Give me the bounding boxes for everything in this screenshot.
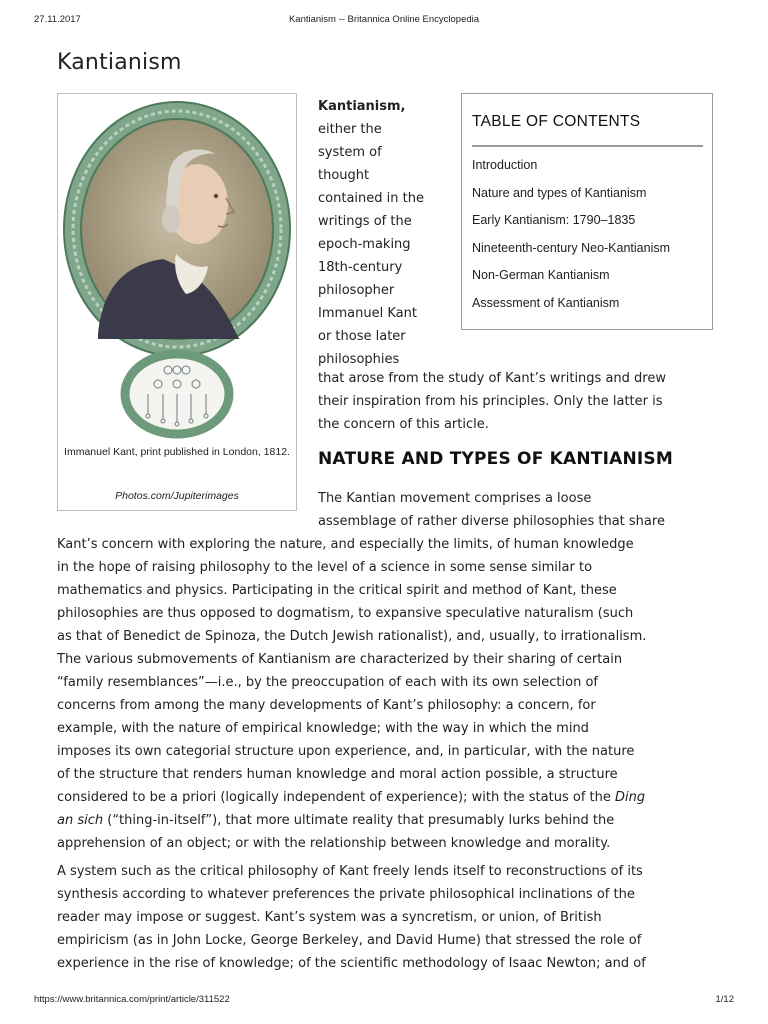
- intro-line: epoch-making: [318, 237, 411, 252]
- article-title: Kantianism: [57, 50, 182, 75]
- intro-line: the concern of this article.: [318, 417, 489, 432]
- italic-term: Ding: [615, 790, 646, 805]
- body-line: Kant’s concern with exploring the nature, and especially the limits, of human knowledge: [57, 537, 634, 552]
- body-line: mathematics and physics. Participating in the critical spirit and method of Kant, these: [57, 583, 617, 598]
- intro-line: philosophies: [318, 352, 400, 367]
- body-line: assemblage of rather diverse philosophies that share: [318, 514, 665, 529]
- italic-term: an sich: [57, 813, 104, 828]
- body-line: example, with the nature of empirical knowledge; with the way in which the mind: [57, 721, 589, 736]
- toc-heading: TABLE OF CONTENTS: [472, 113, 641, 130]
- body-line: of the structure that renders human knowledge and moral action possible, a structure: [57, 767, 618, 782]
- body-line: experience in the rise of knowledge; of the scientific methodology of Isaac Newton; and of: [57, 956, 646, 971]
- intro-line: system of: [318, 145, 382, 160]
- toc-list: [472, 156, 670, 321]
- body-line: [57, 809, 717, 832]
- body-line: empiricism (as in John Locke, George Berkeley, and David Hume) that stressed the role of: [57, 933, 642, 948]
- body-line: as that of Benedict de Spinoza, the Dutch Jewish rationalist), and, usually, to irrationalism.: [57, 629, 647, 644]
- toc-item-neo-kantianism[interactable]: Nineteenth-century Neo-Kantianism: [472, 240, 671, 255]
- body-paragraph-1-narrow: [318, 487, 718, 533]
- print-footer: [34, 994, 734, 1008]
- intro-line: Immanuel Kant: [318, 306, 417, 321]
- figure-caption: Immanuel Kant, print published in London, 1812.: [64, 446, 290, 458]
- intro-line: writings of the: [318, 214, 412, 229]
- intro-line: thought: [318, 168, 370, 183]
- body-text: (“thing-in-itself”), that more ultimate reality that presumably lurks behind the: [103, 813, 615, 828]
- body-line: imposes its own categorial structure upon experience, and, in particular, with the nature: [57, 744, 635, 759]
- toc-item-non-german-kantianism[interactable]: Non-German Kantianism: [472, 268, 610, 282]
- print-url[interactable]: https://www.britannica.com/print/article/311522: [34, 994, 230, 1005]
- body-line: philosophies are thus opposed to dogmatism, to expansive speculative naturalism (such: [57, 606, 634, 621]
- toc-divider: [472, 145, 703, 147]
- body-line: apprehension of an object; or with the relationship between knowledge and morality.: [57, 836, 611, 851]
- body-line: concerns from among the many developments of Kant’s philosophy: a concern, for: [57, 698, 596, 713]
- intro-paragraph-narrow: [318, 95, 454, 371]
- body-line: The various submovements of Kantianism are characterized by their sharing of certain: [57, 652, 623, 667]
- figure-credit: Photos.com/Jupiterimages: [115, 490, 239, 502]
- body-line: synthesis according to whatever preferences the private philosophical inclinations of the: [57, 887, 635, 902]
- section-heading: NATURE AND TYPES OF KANTIANISM: [318, 449, 673, 469]
- toc-item-assessment[interactable]: Assessment of Kantianism: [472, 295, 620, 310]
- body-line: The Kantian movement comprises a loose: [318, 491, 592, 506]
- kant-portrait-engraving: [58, 94, 296, 444]
- body-line: reader may impose or suggest. Kant’s system was a syncretism, or union, of British: [57, 910, 602, 925]
- body-paragraph-1: [57, 533, 717, 855]
- intro-lead-term: Kantianism,: [318, 99, 406, 114]
- intro-line: their inspiration from his principles. Only the latter is: [318, 394, 663, 409]
- intro-line: or those later: [318, 329, 406, 344]
- page-number: 1/12: [715, 994, 734, 1005]
- print-page-title: Kantianism -- Britannica Online Encyclopedia: [288, 14, 480, 25]
- body-line: [57, 786, 717, 809]
- toc-item-early-kantianism[interactable]: Early Kantianism: 1790–1835: [472, 213, 636, 227]
- intro-line: either the: [318, 122, 382, 137]
- body-paragraph-2: [57, 860, 717, 975]
- intro-line: philosopher: [318, 283, 395, 298]
- intro-line: that arose from the study of Kant’s writings and drew: [318, 371, 666, 386]
- body-text: considered to be a priori (logically independent of experience); with the status of the: [57, 790, 615, 805]
- toc-item-introduction[interactable]: Introduction: [472, 158, 538, 172]
- intro-paragraph-wide: [318, 367, 718, 436]
- print-header: [34, 14, 734, 28]
- toc-item-nature-and-types[interactable]: Nature and types of Kantianism: [472, 185, 647, 200]
- table-of-contents: [461, 93, 713, 330]
- article-figure: [57, 93, 297, 511]
- intro-line: contained in the: [318, 191, 424, 206]
- body-line: A system such as the critical philosophy of Kant freely lends itself to reconstructions of its: [57, 864, 643, 879]
- intro-line: 18th-century: [318, 260, 403, 275]
- body-line: “family resemblances”—i.e., by the preoccupation of each with its own selection of: [57, 675, 598, 690]
- print-date: 27.11.2017: [34, 14, 81, 25]
- body-line: in the hope of raising philosophy to the level of a science in some sense similar to: [57, 560, 593, 575]
